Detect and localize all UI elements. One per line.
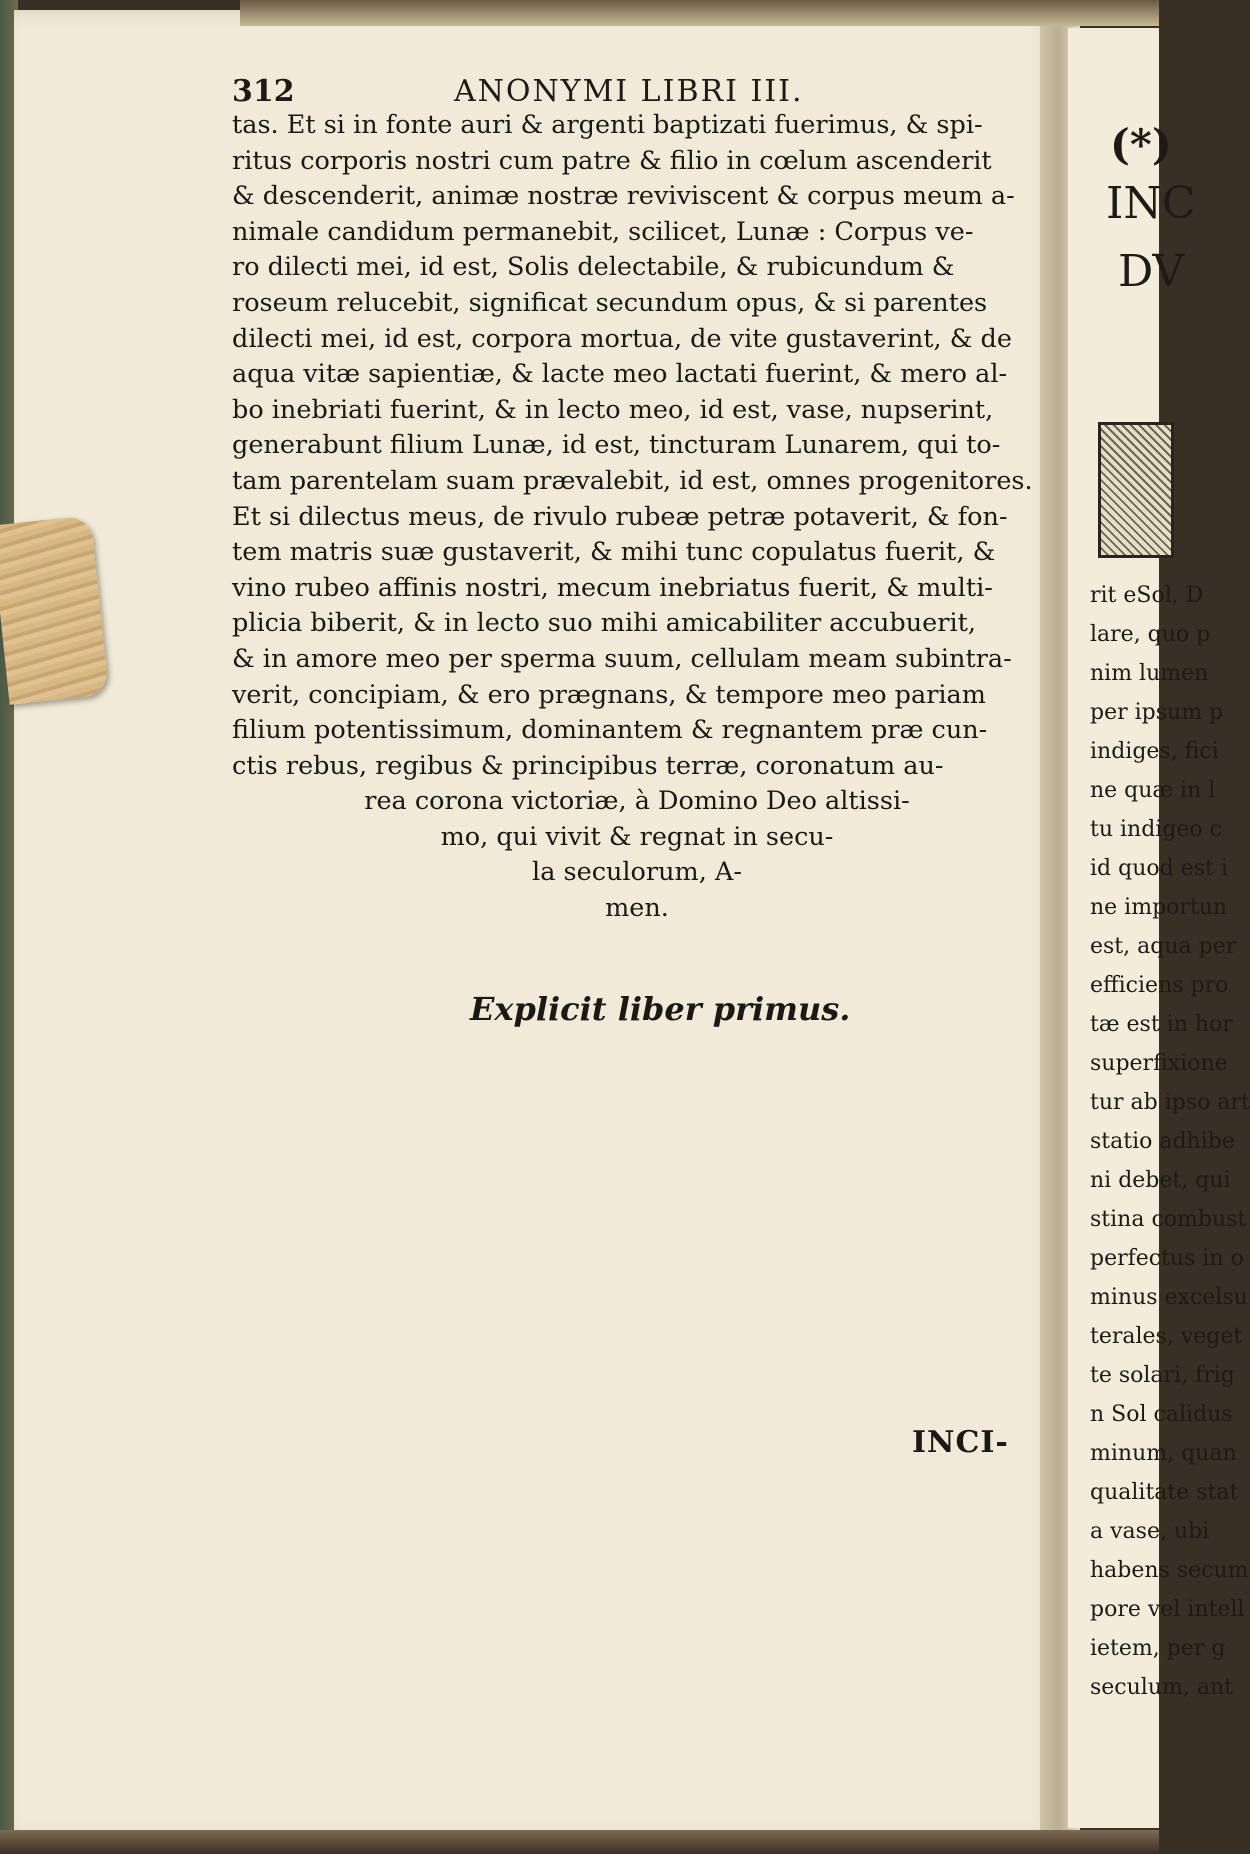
right-page-line: ietem, per g [1090,1636,1226,1661]
right-page-ornament: (*) [1110,120,1172,169]
scan-bottom-edge [0,1830,1159,1854]
catchword: INCI- [912,1425,1009,1460]
right-page-title-line-2: DV [1118,246,1185,297]
text-line: tas. Et si in fonte auri & argenti baptizati fuerimus, & spi- [232,110,983,140]
right-page-line: indiges, fici [1090,739,1219,764]
text-line: aqua vitæ sapientiæ, & lacte meo lactati fuerint, & mero al- [232,359,1008,390]
right-page-title-line-1: INC [1106,178,1196,229]
text-line: ritus corporis nostri cum patre & filio in cœlum ascenderit [232,145,992,176]
right-page-line: tu indigeo c [1090,817,1222,842]
right-page [1068,28,1250,1828]
scan-top-edge [240,0,1159,26]
right-page-line: ne importun [1090,895,1228,920]
right-page-line: tæ est in hor [1090,1012,1233,1037]
right-page-line: ne quæ in l [1090,778,1216,803]
text-line: tam parentelam suam prævalebit, id est, omnes progenitores. [232,465,1033,496]
right-page-line: qualitate stat [1090,1480,1239,1505]
right-page-line: perfectus in o [1090,1246,1244,1271]
right-page-text [1090,576,1250,1707]
right-page-line: te solari, frig [1090,1363,1235,1388]
right-page-line: seculum, ant [1090,1675,1233,1700]
main-text-block [232,108,1042,927]
text-line: rea corona victoriæ, à Domino Deo altissi- [364,786,910,817]
right-page-line: a vase, ubi [1090,1519,1210,1544]
text-line: bo inebriati fuerint, & in lecto meo, id est, vase, nupserint, [232,394,994,425]
wooden-page-clip [0,515,109,704]
right-page-line: rit eSol, D [1090,583,1204,608]
right-page-line: n Sol calidus [1090,1402,1233,1427]
text-line: la seculorum, A- [532,857,742,888]
text-line: plicia biberit, & in lecto suo mihi amicabiliter accubuerit, [232,608,976,639]
right-page-line: id quod est i [1090,856,1228,881]
text-line: & descenderit, animæ nostræ reviviscent & corpus meum a- [232,181,1015,212]
text-line: vino rubeo affinis nostri, mecum inebriatus fuerit, & multi- [232,572,993,603]
text-line: dilecti mei, id est, corpora mortua, de vite gustaverint, & de [232,323,1012,354]
text-line: Et si dilectus meus, de rivulo rubeæ petræ potaverit, & fon- [232,501,1008,532]
running-head: ANONYMI LIBRI III. [454,74,804,109]
right-page-content [1068,28,1250,1828]
right-page-line: terales, veget [1090,1324,1243,1349]
text-line: roseum relucebit, significat secundum opus, & si parentes [232,287,988,318]
text-line: ro dilecti mei, id est, Solis delectabile, & rubicundum & [232,252,955,283]
right-page-line: efficiens pro [1090,973,1229,998]
text-line: generabunt filium Lunæ, id est, tincturam Lunarem, qui to- [232,430,1001,461]
right-page-line: est, aqua per [1090,934,1237,959]
right-page-line: stina combust [1090,1207,1247,1232]
right-page-line: ni debet, qui [1090,1168,1231,1193]
right-page-line: lare, quo p [1090,622,1211,647]
page-number: 312 [232,74,295,109]
right-page-line: minum, quan [1090,1441,1237,1466]
text-line: tem matris suæ gustaverit, & mihi tunc copulatus fuerit, & [232,537,996,568]
right-page-line: pore vel intell [1090,1597,1245,1622]
page-header [232,72,1032,112]
text-line: & in amore meo per sperma suum, cellulam meam subintra- [232,643,1012,674]
right-page-line: nim lumen [1090,661,1209,686]
right-page-line: per ipsum p [1090,700,1224,725]
decorated-initial [1098,422,1174,558]
text-line: mo, qui vivit & regnat in secu- [440,821,834,852]
text-line: nimale candidum permanebit, scilicet, Lunæ : Corpus ve- [232,216,974,247]
right-page-line: statio adhibe [1090,1129,1235,1154]
right-page-line: tur ab ipso art [1090,1090,1250,1115]
right-page-line: minus excelsu [1090,1285,1248,1310]
text-line: ctis rebus, regibus & principibus terræ, coronatum au- [232,750,944,781]
text-line: verit, concipiam, & ero prægnans, & tempore meo pariam [232,679,986,710]
text-line: filium potentissimum, dominantem & regnantem præ cun- [232,715,988,746]
right-page-line: superfixione [1090,1051,1228,1076]
right-page-line: habens secum [1090,1558,1249,1583]
explicit-line: Explicit liber primus. [470,990,851,1028]
text-line: men. [605,893,669,924]
